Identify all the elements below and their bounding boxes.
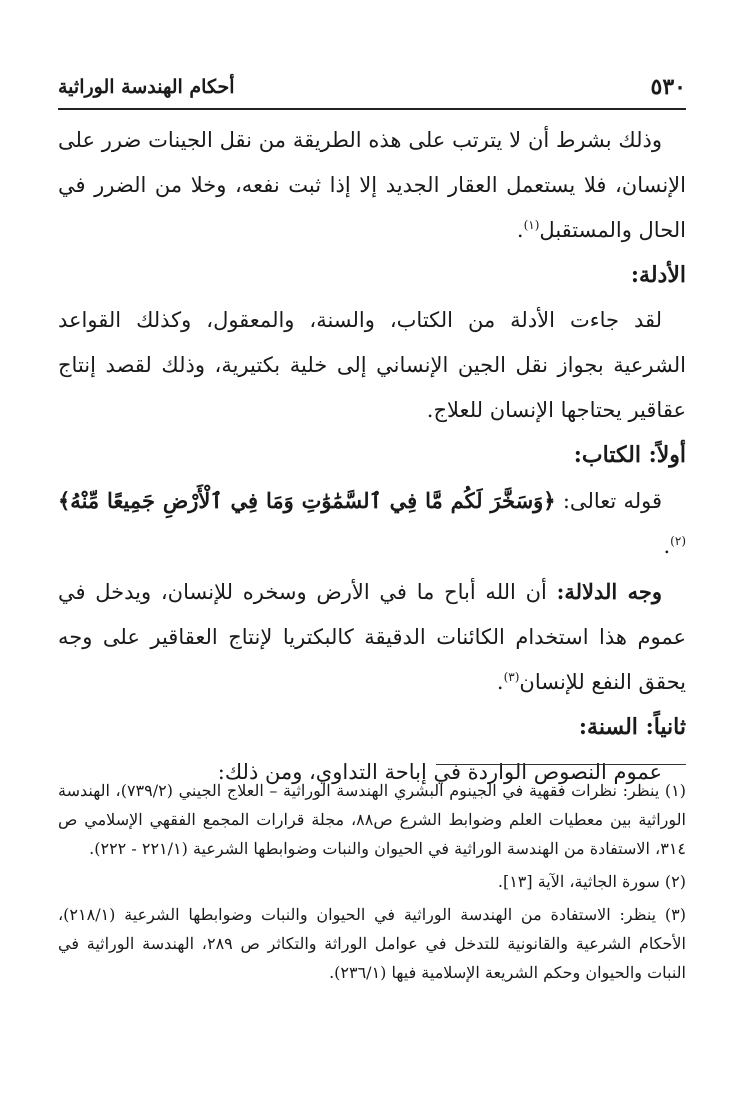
footnote-ref-3: (٣): [503, 670, 520, 684]
paragraph-condition-text: وذلك بشرط أن لا يترتب على هذه الطريقة من نقل الجينات ضرر على الإنسان، فلا يستعمل العقار الجديد إلا إذا ثبت نفعه، وخلا من الضرر في الحال والمستقبل: [58, 128, 686, 242]
main-text: [58, 118, 686, 795]
footnote-3: [58, 900, 686, 987]
footnote-number: (٢): [664, 872, 686, 891]
footnote-2: [58, 867, 686, 896]
heading-evidence: الأدلة:: [630, 262, 686, 288]
footnote-text: سورة الجاثية، الآية [١٣].: [497, 872, 660, 891]
paragraph-condition: [58, 118, 686, 253]
footnotes: [58, 776, 686, 991]
footnote-1: [58, 776, 686, 863]
indication-end: .: [496, 670, 504, 694]
verse-end: .: [663, 534, 671, 558]
heading-second-sunnah: ثانياً: السنة:: [578, 714, 686, 740]
paragraph-sunnah: عموم النصوص الواردة في إباحة التداوي، ومن ذلك:: [217, 760, 662, 784]
indication-lead: وجه الدلالة:: [556, 579, 662, 604]
footnote-divider: [436, 764, 686, 765]
verse-intro: قوله تعالى:: [562, 489, 662, 513]
page-number: ٥٣٠: [650, 74, 686, 100]
paragraph-indication: [58, 569, 686, 705]
footnote-text: ينظر: نظرات فقهية في الجينوم البشري الهندسة الوراثية – العلاج الجيني (٧٣٩/٢)، الهندسة الوراثية بين معطيات العلم وضوابط الشرع ص٨٨، مجلة قرارات المجمع الفقهي الإسلامي ص ٣١٤، الاستفادة من الهندسة الوراثية في الحيوان والنبات وضوابطها الشرعية (٢٢١/١ - ٢٢٢).: [58, 781, 686, 858]
footnote-text: ينظر: الاستفادة من الهندسة الوراثية في الحيوان والنبات وضوابطها الشرعية (٢١٨/١)، الأحكام الشرعية والقانونية للتدخل في عوامل الوراثة والتكاثر ص ٢٨٩، الهندسة الوراثية في النبات والحيوان وحكم الشريعة الإسلامية فيها (٢٣٦/١).: [58, 905, 686, 982]
header-divider: [58, 108, 686, 110]
running-title: أحكام الهندسة الوراثية: [58, 76, 235, 98]
footnote-number: (١): [664, 781, 687, 800]
quran-verse: ﴿وَسَخَّرَ لَكُم مَّا فِي ٱلسَّمَٰوَٰتِ وَمَا فِي ٱلْأَرْضِ جَمِيعًا مِّنْهُ﴾: [58, 488, 556, 513]
paragraph-condition-end: .: [516, 218, 524, 242]
paragraph-verse: [58, 478, 686, 569]
indication-text: أن الله أباح ما في الأرض وسخره للإنسان، ويدخل في عموم هذا استخدام الكائنات الدقيقة كالبكتريا لإنتاج العقاقير على وجه يحقق النفع للإنسان: [58, 580, 686, 694]
heading-first-book: أولاً: الكتاب:: [573, 442, 686, 468]
footnote-number: (٣): [664, 905, 686, 924]
footnote-ref-1: (١): [523, 218, 540, 232]
footnote-ref-2: (٢): [670, 534, 686, 548]
paragraph-evidence: لقد جاءت الأدلة من الكتاب، والسنة، والمعقول، وكذلك القواعد الشرعية بجواز نقل الجين الإنساني إلى خلية بكتيرية، وذلك لقصد إنتاج عقاقير يحتاجها الإنسان للعلاج.: [58, 308, 686, 422]
page-header: [58, 68, 686, 104]
